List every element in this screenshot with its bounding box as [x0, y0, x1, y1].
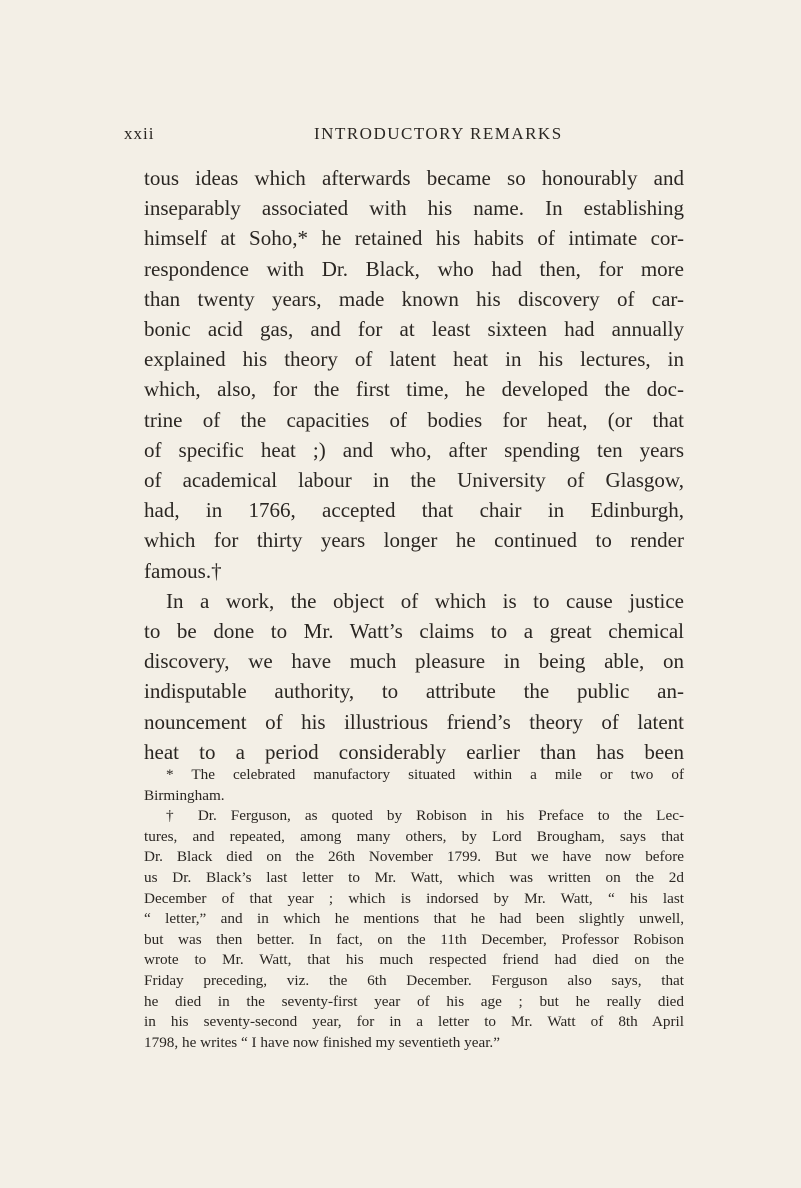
- running-head: INTRODUCTORY REMARKS: [314, 124, 563, 143]
- body-line: trine of the capacities of bodies for heat, (or that: [144, 407, 684, 432]
- footnote-line: he died in the seventy-first year of his age ; but he really died: [144, 992, 684, 1010]
- footnote-line: Dr. Black died on the 26th November 1799. But we have now before: [144, 848, 684, 866]
- body-line: discovery, we have much pleasure in being able, on: [144, 649, 684, 674]
- body-line: which for thirty years longer he continued to render: [144, 528, 684, 553]
- body-line: indisputable authority, to attribute the public an-: [144, 679, 684, 704]
- body-line: heat to a period considerably earlier than has been: [144, 739, 684, 764]
- body-line: bonic acid gas, and for at least sixteen had annually: [144, 317, 684, 342]
- footnote-line: Birmingham.: [144, 786, 225, 804]
- body-line: had, in 1766, accepted that chair in Edinburgh,: [144, 498, 684, 523]
- footnotes: [144, 765, 684, 1053]
- footnote-line: in his seventy-second year, for in a letter to Mr. Watt of 8th April: [144, 1013, 684, 1031]
- body-line: than twenty years, made known his discovery of car-: [144, 286, 684, 311]
- footnote-line: † Dr. Ferguson, as quoted by Robison in his Preface to the Lec-: [166, 807, 684, 825]
- body-line: explained his theory of latent heat in his lectures, in: [144, 347, 684, 372]
- body-text: [144, 163, 684, 767]
- footnote-line: Friday preceding, viz. the 6th December. Ferguson also says, that: [144, 971, 684, 989]
- page-number: xxii: [124, 124, 155, 143]
- footnote-line: “ letter,” and in which he mentions that he had been slightly unwell,: [144, 910, 684, 928]
- footnote-line: December of that year ; which is indorsed by Mr. Watt, “ his last: [144, 889, 684, 907]
- body-line: to be done to Mr. Watt’s claims to a great chemical: [144, 619, 684, 644]
- body-line: himself at Soho,* he retained his habits of intimate cor-: [144, 226, 684, 251]
- body-line: which, also, for the first time, he developed the doc-: [144, 377, 684, 402]
- body-line: tous ideas which afterwards became so honourably and: [144, 166, 684, 190]
- body-line: In a work, the object of which is to cause justice: [166, 588, 684, 613]
- footnote-line: us Dr. Black’s last letter to Mr. Watt, which was written on the 2d: [144, 868, 684, 886]
- body-line: inseparably associated with his name. In establishing: [144, 196, 684, 221]
- footnote-line: tures, and repeated, among many others, by Lord Brougham, says that: [144, 827, 684, 845]
- body-line: of specific heat ;) and who, after spending ten years: [144, 437, 684, 462]
- footnote-line: wrote to Mr. Watt, that his much respected friend had died on the: [144, 951, 684, 969]
- body-line: respondence with Dr. Black, who had then, for more: [144, 256, 684, 281]
- footnote-line: but was then better. In fact, on the 11th December, Professor Robison: [144, 930, 684, 948]
- body-line: famous.†: [144, 558, 222, 583]
- footnote-line: * The celebrated manufactory situated within a mile or two of: [166, 766, 684, 783]
- footnote-line: 1798, he writes “ I have now finished my seventieth year.”: [144, 1033, 500, 1051]
- page-header: [124, 124, 684, 148]
- body-line: of academical labour in the University of Glasgow,: [144, 468, 684, 493]
- body-line: nouncement of his illustrious friend’s theory of latent: [144, 709, 684, 734]
